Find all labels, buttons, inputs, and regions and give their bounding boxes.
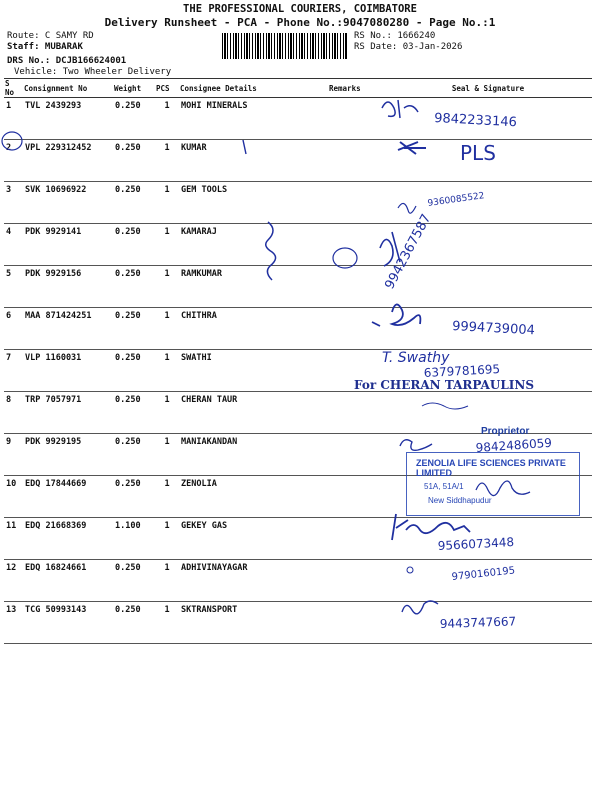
signature-row7: T. Swathy [382, 350, 450, 366]
tick-mark-row2 [243, 140, 246, 154]
phone-row6: 9994739004 [451, 319, 536, 339]
cell-consignee: CHERAN TAUR [179, 392, 328, 434]
cell-weight: 1.100 [113, 518, 155, 560]
cell-pcs: 1 [155, 308, 179, 350]
stamp-zenolia-address: 51A, 51A/1 [424, 482, 464, 491]
col-consignment: Consignment No [23, 79, 113, 98]
cell-weight: 0.250 [113, 434, 155, 476]
signature-row2 [398, 142, 426, 154]
cell-sno: 9 [4, 434, 23, 476]
signature-row1 [382, 100, 418, 118]
cell-weight: 0.250 [113, 224, 155, 266]
phone-row7: 6379781695 [423, 362, 501, 380]
cell-consignment: VLP 1160031 [23, 350, 113, 392]
cell-pcs: 1 [155, 140, 179, 182]
cell-pcs: 1 [155, 98, 179, 140]
cell-pcs: 1 [155, 224, 179, 266]
cell-consignee: KUMAR [179, 140, 328, 182]
cell-consignee: KAMARAJ [179, 224, 328, 266]
cell-consignee: ZENOLIA [179, 476, 328, 518]
phone-row9: 9842486059 [475, 435, 553, 455]
cell-pcs: 1 [155, 434, 179, 476]
cell-pcs: 1 [155, 182, 179, 224]
cell-weight: 0.250 [113, 392, 155, 434]
stamp-zenolia-name: ZENOLIA LIFE SCIENCES PRIVATE LIMITED [416, 458, 566, 478]
pls-row2: PLS [460, 141, 496, 165]
stamp-zenolia-locality: New Siddhapudur [428, 496, 492, 505]
cell-consignee: MOHI MINERALS [179, 98, 328, 140]
stamp-proprietor: Proprietor [481, 426, 530, 437]
cell-consignee: CHITHRA [179, 308, 328, 350]
phone-row1: 9842233146 [433, 111, 518, 131]
cell-pcs: 1 [155, 392, 179, 434]
cell-consignment: EDQ 17844669 [23, 476, 113, 518]
cell-weight: 0.250 [113, 182, 155, 224]
cell-consignee: SKTRANSPORT [179, 602, 328, 644]
signature-row11 [392, 514, 470, 540]
col-pcs: PCS [155, 79, 179, 98]
cell-consignee: GEM TOOLS [179, 182, 328, 224]
brace-mark-row4-5 [266, 222, 276, 280]
cell-consignment: TCG 50993143 [23, 602, 113, 644]
rs-date: RS Date: 03-Jan-2026 [354, 42, 463, 52]
circle-mark-row2 [2, 132, 22, 150]
cell-sno: 2 [4, 140, 23, 182]
cell-consignee: MANIAKANDAN [179, 434, 328, 476]
cell-consignment: EDQ 16824661 [23, 560, 113, 602]
cell-weight: 0.250 [113, 560, 155, 602]
phone-row12: 9790160195 [451, 565, 516, 583]
cell-consignment: MAA 871424251 [23, 308, 113, 350]
cell-weight: 0.250 [113, 476, 155, 518]
cell-consignee: RAMKUMAR [179, 266, 328, 308]
runsheet-subtitle: Delivery Runsheet - PCA - Phone No.:9047080280 - Page No.:1 [104, 16, 496, 29]
cell-consignment: EDQ 21668369 [23, 518, 113, 560]
stamp-cheran-tarpaulins: For CHERAN TARPAULINS [354, 378, 534, 392]
cell-consignment: PDK 9929156 [23, 266, 113, 308]
cell-consignee: SWATHI [179, 350, 328, 392]
cell-weight: 0.250 [113, 350, 155, 392]
cell-sno: 6 [4, 308, 23, 350]
mark-row12 [407, 567, 413, 573]
cell-weight: 0.250 [113, 140, 155, 182]
signature-row8 [422, 403, 468, 409]
col-seal-signature: Seal & Signature [384, 79, 592, 98]
cell-consignment: TRP 7057971 [23, 392, 113, 434]
cell-pcs: 1 [155, 602, 179, 644]
cell-consignment: SVK 10696922 [23, 182, 113, 224]
cell-sno: 11 [4, 518, 23, 560]
signature-row6 [372, 304, 420, 326]
drs-number: DRS No.: DCJB166624001 [7, 56, 127, 66]
signature-row9 [400, 440, 432, 451]
col-weight: Weight [113, 79, 155, 98]
cell-consignment: TVL 2439293 [23, 98, 113, 140]
cell-sno: 10 [4, 476, 23, 518]
cell-sno: 1 [4, 98, 23, 140]
cell-pcs: 1 [155, 350, 179, 392]
cell-weight: 0.250 [113, 308, 155, 350]
cell-sno: 5 [4, 266, 23, 308]
phone-row4-5: 9942367587 [382, 211, 435, 292]
vehicle-label: Vehicle: Two Wheeler Delivery [14, 67, 172, 77]
cell-sno: 4 [4, 224, 23, 266]
staff-label: Staff: MUBARAK [7, 42, 83, 52]
rs-number: RS No.: 1666240 [354, 31, 436, 41]
cell-sno: 8 [4, 392, 23, 434]
col-consignee: Consignee Details [179, 79, 328, 98]
signature-row3 [398, 203, 416, 213]
cell-pcs: 1 [155, 266, 179, 308]
cell-pcs: 1 [155, 518, 179, 560]
circle-mark-row5 [333, 248, 357, 268]
cell-consignee: GEKEY GAS [179, 518, 328, 560]
cell-sno: 12 [4, 560, 23, 602]
signature-row13 [402, 601, 438, 614]
phone-row11: 9566073448 [437, 535, 515, 553]
cell-sno: 3 [4, 182, 23, 224]
cell-consignment: PDK 9929195 [23, 434, 113, 476]
cell-consignee: ADHIVINAYAGAR [179, 560, 328, 602]
cell-consignment: VPL 229312452 [23, 140, 113, 182]
cell-pcs: 1 [155, 476, 179, 518]
cell-sno: 13 [4, 602, 23, 644]
col-sno: S No [4, 79, 23, 98]
phone-row3: 9360085522 [427, 191, 486, 209]
company-title: THE PROFESSIONAL COURIERS, COIMBATORE [183, 3, 417, 15]
cell-weight: 0.250 [113, 266, 155, 308]
cell-weight: 0.250 [113, 602, 155, 644]
phone-row13: 9443747667 [439, 614, 517, 631]
cell-consignment: PDK 9929141 [23, 224, 113, 266]
cell-pcs: 1 [155, 560, 179, 602]
cell-sno: 7 [4, 350, 23, 392]
col-remarks: Remarks [328, 79, 384, 98]
route-label: Route: C SAMY RD [7, 31, 94, 41]
cell-weight: 0.250 [113, 98, 155, 140]
